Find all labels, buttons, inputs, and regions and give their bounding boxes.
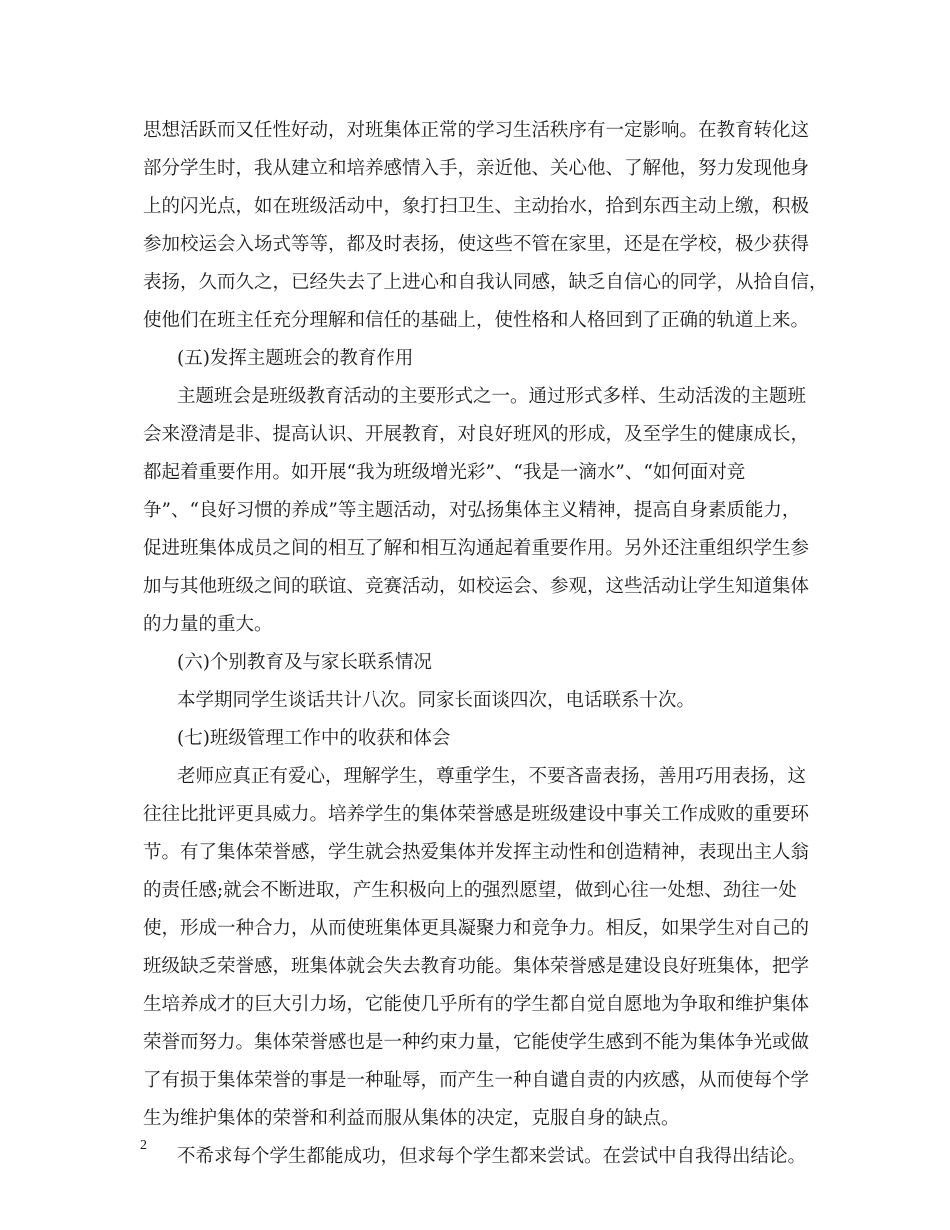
text-line: 主题班会是班级教育活动的主要形式之一。通过形式多样、生动活泼的主题班 [177, 386, 807, 407]
text-line: 加与其他班级之间的联谊、竞赛活动，如校运会、参观，这些活动让学生知道集体 [143, 576, 810, 597]
text-line: 都起着重要作用。如开展“我为班级增光彩”、“我是一滴水”、“如何面对竞 [143, 462, 746, 483]
text-line: 了有损于集体荣誉的事是一种耻辱，而产生一种自谴自责的内疚感，从而使每个学 [143, 1070, 810, 1091]
section-heading: (七)班级管理工作中的收获和体会 [177, 728, 451, 749]
text-line: 班级缺乏荣誉感，班集体就会失去教育功能。集体荣誉感是建设良好班集体，把学 [143, 956, 810, 977]
section-heading: (六)个别教育及与家长联系情况 [177, 652, 432, 673]
text-line: 会来澄清是非、提高认识、开展教育，对良好班风的形成，及至学生的健康成长， [143, 424, 810, 445]
text-line: 表扬，久而久之，已经失去了上进心和自我认同感，缺乏自信心的同学，从拾自信， [143, 272, 828, 293]
text-line: 生培养成才的巨大引力场，它能使几乎所有的学生都自觉自愿地为争取和维护集体 [143, 994, 810, 1015]
text-line: 节。有了集体荣誉感，学生就会热爱集体并发挥主动性和创造精神，表现出主人翁 [143, 842, 810, 863]
text-line: 生为维护集体的荣誉和利益而服从集体的决定，克服自身的缺点。 [143, 1108, 680, 1129]
text-line: 思想活跃而又任性好动，对班集体正常的学习生活秩序有一定影响。在教育转化这 [143, 120, 810, 141]
text-line: 往往比批评更具威力。培养学生的集体荣誉感是班级建设中事关工作成败的重要环 [143, 804, 810, 825]
text-line: 本学期同学生谈话共计八次。同家长面谈四次，电话联系十次。 [177, 690, 696, 711]
text-line: 不希求每个学生都能成功，但求每个学生都来尝试。在尝试中自我得出结论。 [177, 1146, 807, 1167]
text-line: 参加校运会入场式等等，都及时表扬，使这些不管在家里，还是在学校，极少获得 [143, 234, 810, 255]
text-line: 老师应真正有爱心，理解学生，尊重学生，不要吝啬表扬，善用巧用表扬，这 [177, 766, 807, 787]
text-line: 争”、“良好习惯的养成”等主题活动，对弘扬集体主义精神，提高自身素质能力， [143, 500, 801, 521]
text-line: 荣誉而努力。集体荣誉感也是一种约束力量，它能使学生感到不能为集体争光或做 [143, 1032, 810, 1053]
document-body [143, 112, 828, 1176]
text-line: 的责任感;就会不断进取，产生积极向上的强烈愿望，做到心往一处想、劲往一处 [143, 880, 797, 901]
section-heading: (五)发挥主题班会的教育作用 [177, 348, 414, 369]
text-line: 上的闪光点，如在班级活动中，象打扫卫生、主动抬水，拾到东西主动上缴，积极 [143, 196, 810, 217]
text-line: 使他们在班主任充分理解和信任的基础上，使性格和人格回到了正确的轨道上来。 [143, 310, 810, 331]
text-line: 使，形成一种合力，从而使班集体更具凝聚力和竞争力。相反，如果学生对自己的 [143, 918, 810, 939]
text-line: 促进班集体成员之间的相互了解和相互沟通起着重要作用。另外还注重组织学生参 [143, 538, 810, 559]
text-line: 的力量的重大。 [143, 614, 273, 635]
page-number: 2 [140, 1138, 147, 1153]
text-line: 部分学生时，我从建立和培养感情入手，亲近他、关心他、了解他，努力发现他身 [143, 158, 810, 179]
